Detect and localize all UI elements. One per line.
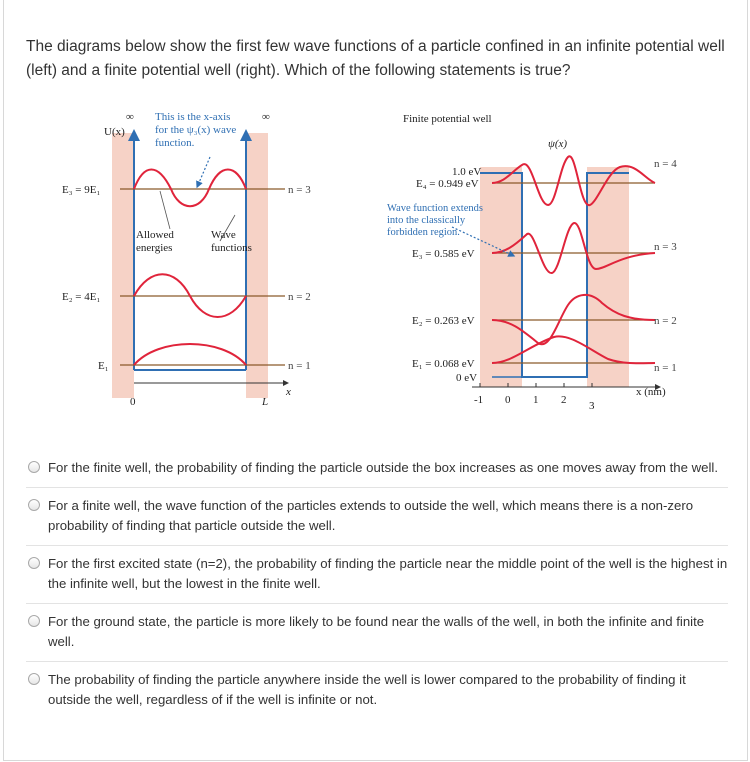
- finite-n4: n = 4: [654, 158, 677, 170]
- option-text: The probability of finding the particle anywhere inside the well is lower compared to the probability of finding it outside the well, regardless of if the well is infinite or not.: [48, 672, 686, 707]
- answer-option[interactable]: [26, 604, 728, 662]
- tick-label-m1: -1: [474, 394, 484, 406]
- answer-option[interactable]: [26, 662, 728, 719]
- finite-title: Finite potential well: [403, 113, 492, 125]
- option-text: For a finite well, the wave function of the particles extends to outside the well, which means there is a non-zero probability of finding that particle outside the well.: [48, 498, 694, 533]
- energy-e2-finite: E₂ = 0.263 eV: [412, 315, 475, 327]
- wave-psi1: [134, 344, 246, 365]
- forbidden-note-3: forbidden region.: [387, 227, 460, 238]
- axis-nm-label: x (nm): [636, 386, 666, 398]
- n-label-2: n = 2: [288, 291, 311, 303]
- allowed-pointer: [160, 191, 170, 229]
- forbidden-note-1: Wave function extends: [387, 203, 483, 214]
- tick-label-0: 0: [505, 394, 511, 406]
- wave-psi3: [134, 170, 246, 207]
- energy-zero: 0 eV: [456, 372, 478, 384]
- infinity-right: ∞: [262, 111, 270, 123]
- radio-button[interactable]: [28, 461, 40, 473]
- n-label-1: n = 1: [288, 360, 311, 372]
- finite-n1: n = 1: [654, 362, 677, 374]
- energy-top: 1.0 eV: [452, 166, 482, 178]
- forbidden-note-2: into the classically: [387, 215, 466, 226]
- answer-options: [26, 450, 728, 719]
- option-text: For the first excited state (n=2), the probability of finding the particle near the middle point of the well is the highest in the infinite well, but the lowest in the finite well.: [48, 556, 728, 591]
- zero-label: 0: [130, 396, 136, 408]
- allowed-label-1: Allowed: [136, 229, 174, 241]
- right-wall-shade: [246, 133, 268, 398]
- finite-n3: n = 3: [654, 241, 677, 253]
- energy-e4: E₄ = 0.949 eV: [416, 178, 479, 190]
- radio-button[interactable]: [28, 499, 40, 511]
- left-wall-shade: [112, 133, 134, 398]
- option-text: For the finite well, the probability of finding the particle outside the box increases as one moves away from the well.: [48, 460, 718, 475]
- x-label: x: [286, 386, 291, 398]
- radio-button[interactable]: [28, 615, 40, 627]
- answer-option[interactable]: [26, 546, 728, 604]
- callout-line-2: for the ψ₃(x) wave: [155, 124, 237, 136]
- u-label: U(x): [104, 126, 125, 138]
- question-text: The diagrams below show the first few wave functions of a particle confined in an infinite potential well (left) and a finite potential well (right). Which of the following statements is true?: [26, 38, 725, 79]
- tick-label-3: 3: [589, 400, 595, 412]
- energy-e3: E₃ = 9E₁: [62, 184, 101, 196]
- radio-button[interactable]: [28, 557, 40, 569]
- option-text: For the ground state, the particle is more likely to be found near the walls of the well, in both the infinite and finite well.: [48, 614, 705, 649]
- finite-right-shade: [587, 167, 629, 387]
- finite-n2: n = 2: [654, 315, 677, 327]
- callout-line-1: This is the x-axis: [155, 111, 231, 123]
- wave-label-2: functions: [211, 242, 252, 254]
- infinite-well-diagram: [62, 111, 311, 408]
- wave-function-figure: [60, 105, 690, 415]
- energy-e1: E₁: [98, 360, 109, 372]
- radio-button[interactable]: [28, 673, 40, 685]
- energy-e3-finite: E₃ = 0.585 eV: [412, 248, 475, 260]
- wave-label-1: Wave: [211, 229, 236, 241]
- energy-e1-finite: E₁ = 0.068 eV: [412, 358, 475, 370]
- n-label-3: n = 3: [288, 184, 311, 196]
- infinity-left: ∞: [126, 111, 134, 123]
- finite-left-shade: [480, 167, 522, 387]
- tick-label-1: 1: [533, 394, 539, 406]
- tick-label-2: 2: [561, 394, 567, 406]
- answer-option[interactable]: [26, 488, 728, 546]
- l-label: L: [262, 396, 269, 408]
- energy-e2: E₂ = 4E₁: [62, 291, 101, 303]
- psi-label: ψ(x): [548, 138, 568, 150]
- callout-dots: [198, 157, 210, 185]
- callout-line-3: function.: [155, 137, 195, 149]
- answer-option[interactable]: [26, 450, 728, 488]
- finite-well-diagram: [387, 113, 677, 412]
- allowed-label-2: energies: [136, 242, 173, 254]
